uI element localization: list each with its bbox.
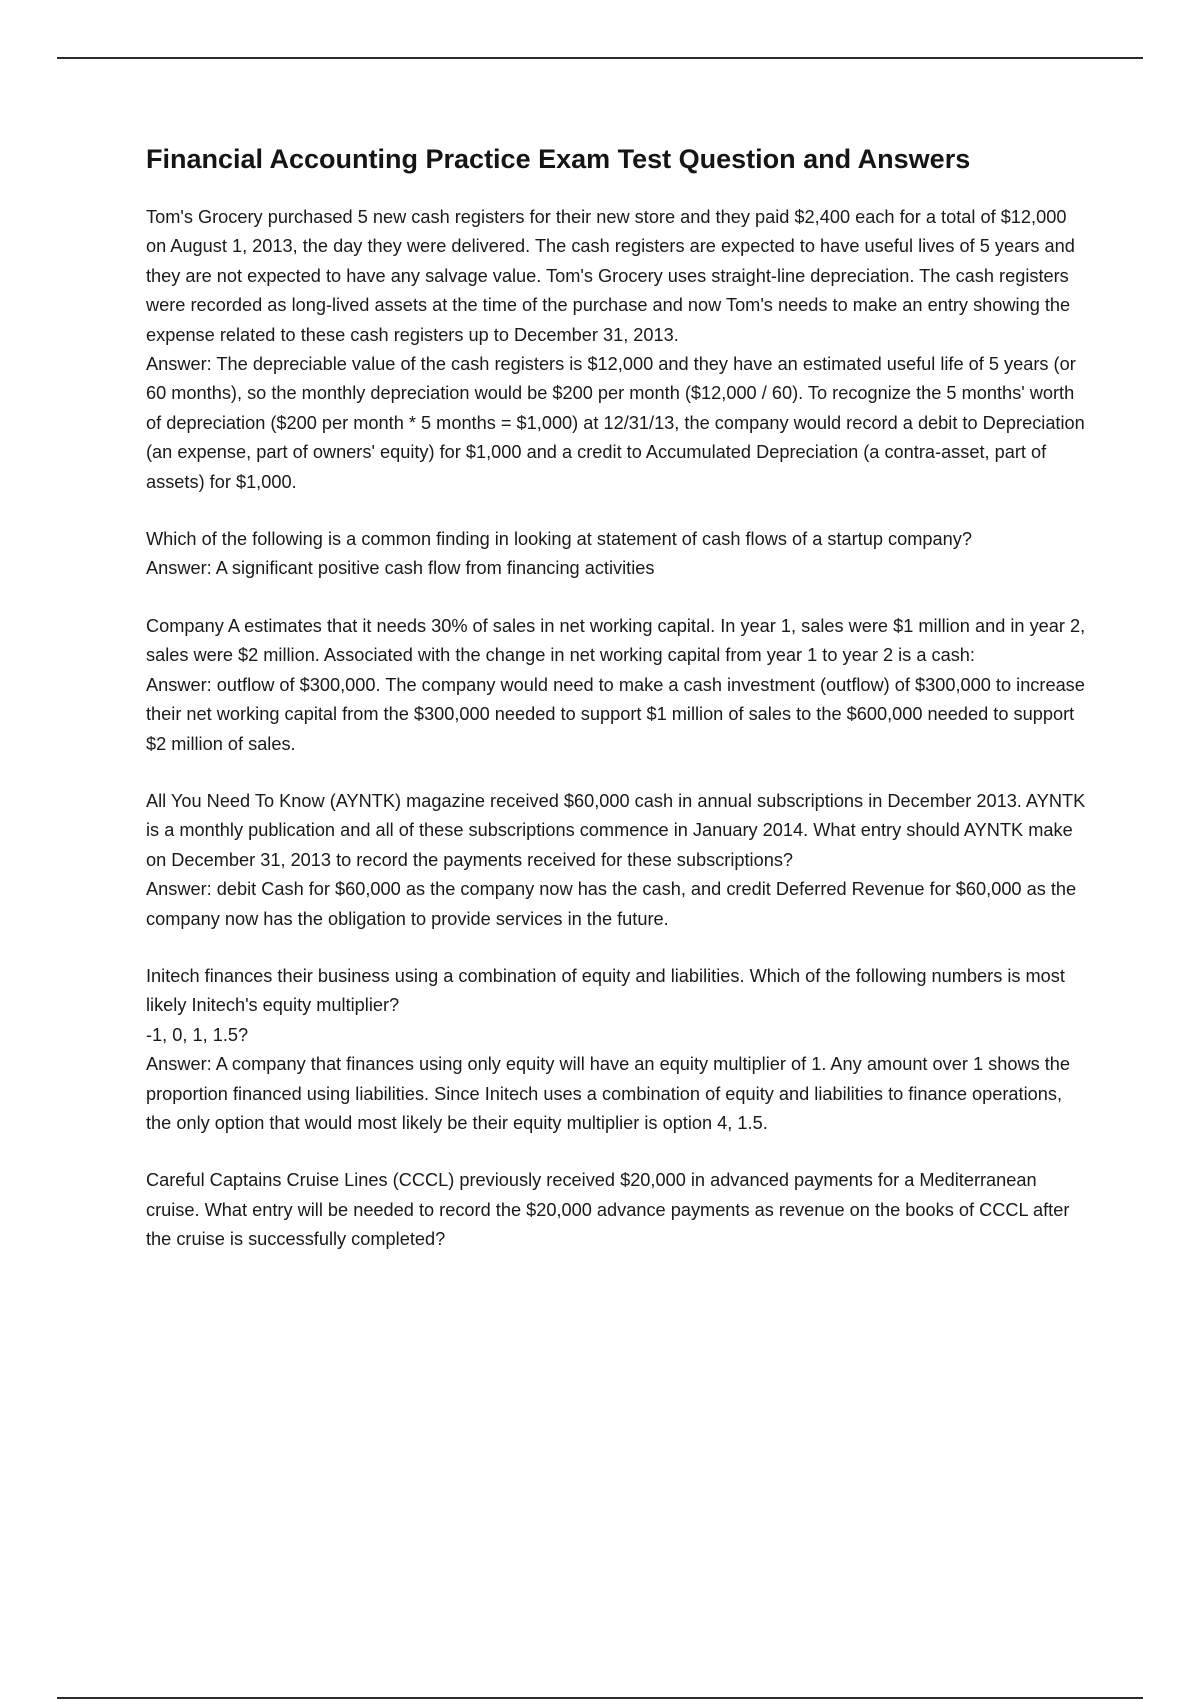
question-text: Tom's Grocery purchased 5 new cash registers for their new store and they paid $2,400 each for a total of $12,000 on August 1, 2013, the day they were delivered. The cash registers are expected to have useful lives of 5 years and they are not expected to have any salvage value. Tom's Grocery uses straight-line depreciation. The cash registers were recorded as long-lived assets at the time of the purchase and now Tom's needs to make an entry showing the expense related to these cash registers up to December 31, 2013.	[146, 207, 1075, 345]
qa-item-4	[146, 787, 1086, 934]
question-text: Which of the following is a common finding in looking at statement of cash flows of a startup company?	[146, 529, 972, 550]
footer-rule	[57, 1697, 1143, 1699]
question-text: Initech finances their business using a combination of equity and liabilities. Which of the following numbers is most likely Initech's equity multiplier?	[146, 965, 1065, 1016]
header-rule	[57, 57, 1143, 59]
answer-text: Answer: debit Cash for $60,000 as the company now has the cash, and credit Deferred Revenue for $60,000 as the company now has the obligation to provide services in the future.	[146, 879, 1077, 929]
document-title: Financial Accounting Practice Exam Test Question and Answers	[146, 144, 971, 174]
answer-text: Answer: A significant positive cash flow from financing activities	[146, 558, 655, 579]
answer-text: Answer: The depreciable value of the cash registers is $12,000 and they have an estimated useful life of 5 years (or 60 months), so the monthly depreciation would be $200 per month ($12,000 / 60). To recognize the 5 months' worth of depreciation ($200 per month * 5 months = $1,000) at 12/31/13, the company would record a debit to Depreciation (an expense, part of owners' equity) for $1,000 and a credit to Accumulated Depreciation (a contra-asset, part of assets) for $1,000.	[146, 354, 1085, 492]
answer-text: Answer: outflow of $300,000. The company would need to make a cash investment (outflow) of $300,000 to increase their net working capital from the $300,000 needed to support $1 million of sales to the $600,000 needed to support $2 million of sales.	[146, 674, 1085, 754]
qa-item-6	[146, 1166, 1086, 1254]
qa-item-1	[146, 203, 1086, 497]
question-text: Company A estimates that it needs 30% of sales in net working capital. In year 1, sales were $1 million and in year 2, sales were $2 million. Associated with the change in net working capital from year 1 to year 2 is a cash:	[146, 615, 1086, 666]
question-text: All You Need To Know (AYNTK) magazine received $60,000 cash in annual subscriptions in December 2013. AYNTK is a monthly publication and all of these subscriptions commence in January 2014. What entry should AYNTK make on December 31, 2013 to record the payments received for these subscriptions?	[146, 790, 1086, 870]
qa-item-3	[146, 612, 1086, 759]
answer-text: Answer: A company that finances using only equity will have an equity multiplier of 1. Any amount over 1 shows the proportion financed using liabilities. Since Initech uses a combination of equity and liabilities to finance operations, the only option that would most likely be their equity multiplier is option 4, 1.5.	[146, 1054, 1071, 1133]
qa-item-5	[146, 962, 1086, 1138]
question-text: Careful Captains Cruise Lines (CCCL) previously received $20,000 in advanced payments for a Mediterranean cruise. What entry will be needed to record the $20,000 advance payments as revenue on the books of CCCL after the cruise is successfully completed?	[146, 1170, 1070, 1250]
document-body	[146, 144, 1086, 1283]
qa-item-2	[146, 525, 1086, 584]
options-text: -1, 0, 1, 1.5?	[146, 1024, 249, 1045]
